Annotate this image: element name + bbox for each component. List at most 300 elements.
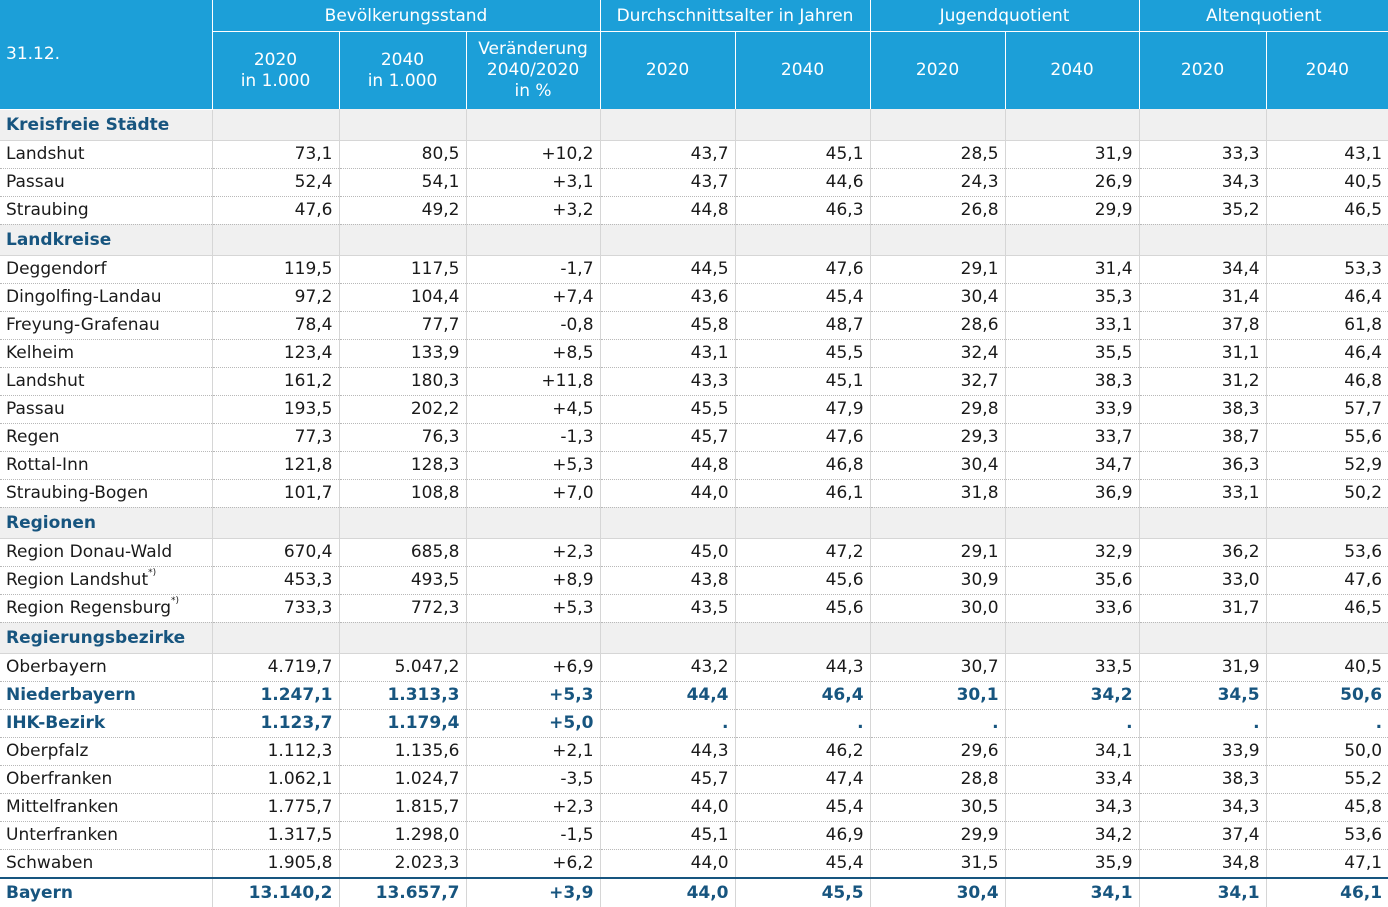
value-cell: 1.815,7 [339,793,466,821]
row-label [0,765,212,793]
row-label-text: Freyung-Grafenau [6,315,160,335]
empty-cell [735,224,870,255]
value-cell: 55,2 [1266,765,1388,793]
value-cell: 43,1 [600,339,735,367]
empty-cell [600,622,735,653]
value-cell: 47,6 [212,196,339,224]
empty-cell [1266,224,1388,255]
group-header-old-age-ratio: Altenquotient [1139,0,1388,32]
value-cell: 28,6 [870,311,1005,339]
value-cell: +10,2 [466,140,600,168]
value-cell: 4.719,7 [212,653,339,681]
section-title: Kreisfreie Städte [0,109,212,140]
value-cell: 29,3 [870,423,1005,451]
value-cell: 30,4 [870,878,1005,907]
value-cell: 31,1 [1139,339,1266,367]
value-cell: 38,7 [1139,423,1266,451]
empty-cell [600,507,735,538]
empty-cell [1005,507,1139,538]
value-cell: 1.317,5 [212,821,339,849]
section-title: Regionen [0,507,212,538]
value-cell: 45,7 [600,765,735,793]
empty-cell [212,224,339,255]
section-title: Landkreise [0,224,212,255]
value-cell: . [870,709,1005,737]
row-label [0,594,212,622]
value-cell: 34,2 [1005,821,1139,849]
value-cell: 33,4 [1005,765,1139,793]
value-cell: 24,3 [870,168,1005,196]
empty-cell [1005,224,1139,255]
value-cell: 44,0 [600,849,735,878]
value-cell: 46,4 [735,681,870,709]
value-cell: 45,8 [600,311,735,339]
value-cell: 30,7 [870,653,1005,681]
value-cell: +6,2 [466,849,600,878]
value-cell: . [1005,709,1139,737]
sub-header-change [466,32,600,110]
value-cell: 13.657,7 [339,878,466,907]
sub-header-line: in 1.000 [240,70,311,91]
value-cell: +3,9 [466,878,600,907]
value-cell: 34,1 [1139,878,1266,907]
value-cell: -0,8 [466,311,600,339]
empty-cell [212,109,339,140]
value-cell: 128,3 [339,451,466,479]
value-cell: 26,9 [1005,168,1139,196]
value-cell: 35,2 [1139,196,1266,224]
value-cell: 47,1 [1266,849,1388,878]
row-label [0,283,212,311]
value-cell: +5,3 [466,681,600,709]
value-cell: 34,1 [1005,737,1139,765]
row-label [0,878,212,907]
sub-header-age-2020: 2020 [600,32,735,110]
value-cell: 31,9 [1139,653,1266,681]
table-row [0,451,1388,479]
value-cell: 31,8 [870,479,1005,507]
empty-cell [339,109,466,140]
value-cell: 45,7 [600,423,735,451]
value-cell: +7,0 [466,479,600,507]
row-label-text: Landshut [6,144,85,164]
value-cell: 43,7 [600,140,735,168]
value-cell: 1.179,4 [339,709,466,737]
section-title: Regierungsbezirke [0,622,212,653]
table-row [0,765,1388,793]
value-cell: 77,7 [339,311,466,339]
table-row [0,653,1388,681]
value-cell: 101,7 [212,479,339,507]
value-cell: 43,3 [600,367,735,395]
row-label [0,538,212,566]
value-cell: 46,1 [1266,878,1388,907]
value-cell: 54,1 [339,168,466,196]
value-cell: 44,3 [600,737,735,765]
value-cell: 32,7 [870,367,1005,395]
value-cell: 57,7 [1266,395,1388,423]
value-cell: 119,5 [212,255,339,283]
row-label [0,423,212,451]
value-cell: +7,4 [466,283,600,311]
sub-header-line: in 1.000 [367,70,438,91]
value-cell: 43,1 [1266,140,1388,168]
empty-cell [1139,109,1266,140]
empty-cell [339,224,466,255]
value-cell: 36,9 [1005,479,1139,507]
value-cell: 44,8 [600,196,735,224]
row-label [0,737,212,765]
value-cell: 29,1 [870,255,1005,283]
value-cell: 97,2 [212,283,339,311]
table-row [0,709,1388,737]
value-cell: . [1139,709,1266,737]
value-cell: 34,5 [1139,681,1266,709]
value-cell: 202,2 [339,395,466,423]
value-cell: 53,3 [1266,255,1388,283]
value-cell: 38,3 [1139,765,1266,793]
value-cell: 43,5 [600,594,735,622]
row-label-text: Dingolfing-Landau [6,287,162,307]
table-row [0,423,1388,451]
row-label-text: IHK-Bezirk [6,713,106,733]
row-label-text: Oberfranken [6,769,113,789]
sub-header-line: Veränderung [478,39,588,59]
value-cell: 44,4 [600,681,735,709]
value-cell: 35,5 [1005,339,1139,367]
empty-cell [735,507,870,538]
row-label-text: Mittelfranken [6,797,119,817]
value-cell: 104,4 [339,283,466,311]
stub-header: 31.12. [0,0,212,109]
value-cell: 30,5 [870,793,1005,821]
value-cell: 117,5 [339,255,466,283]
table-row [0,367,1388,395]
row-label [0,311,212,339]
empty-cell [212,622,339,653]
row-label-text: Region Regensburg [6,598,172,618]
value-cell: 33,6 [1005,594,1139,622]
empty-cell [1266,109,1388,140]
value-cell: 30,4 [870,283,1005,311]
value-cell: 61,8 [1266,311,1388,339]
value-cell: 52,4 [212,168,339,196]
value-cell: 733,3 [212,594,339,622]
value-cell: 123,4 [212,339,339,367]
sub-header-line: 2040/2020 [486,60,580,80]
value-cell: +5,3 [466,594,600,622]
table-header [0,0,1388,109]
value-cell: 46,4 [1266,283,1388,311]
empty-cell [1139,224,1266,255]
value-cell: 33,1 [1005,311,1139,339]
value-cell: +3,2 [466,196,600,224]
value-cell: +2,1 [466,737,600,765]
value-cell: 2.023,3 [339,849,466,878]
value-cell: 30,4 [870,451,1005,479]
value-cell: 36,2 [1139,538,1266,566]
table-row [0,538,1388,566]
value-cell: 38,3 [1005,367,1139,395]
row-label [0,168,212,196]
value-cell: 31,5 [870,849,1005,878]
value-cell: 31,2 [1139,367,1266,395]
value-cell: 453,3 [212,566,339,594]
value-cell: 1.062,1 [212,765,339,793]
table-row [0,566,1388,594]
section-header-row [0,622,1388,653]
sub-header-line: 2020 [253,49,298,70]
value-cell: 46,9 [735,821,870,849]
section-header-row [0,109,1388,140]
value-cell: +2,3 [466,793,600,821]
empty-cell [1005,622,1139,653]
row-label-text: Oberbayern [6,657,107,677]
value-cell: 43,6 [600,283,735,311]
value-cell: 28,8 [870,765,1005,793]
value-cell: . [1266,709,1388,737]
value-cell: 108,8 [339,479,466,507]
value-cell: 1.313,3 [339,681,466,709]
table-row [0,339,1388,367]
value-cell: 45,5 [735,878,870,907]
empty-cell [870,622,1005,653]
value-cell: 32,9 [1005,538,1139,566]
value-cell: 55,6 [1266,423,1388,451]
value-cell: +5,0 [466,709,600,737]
value-cell: 121,8 [212,451,339,479]
value-cell: +11,8 [466,367,600,395]
value-cell: 33,3 [1139,140,1266,168]
row-label-text: Straubing-Bogen [6,483,149,503]
empty-cell [870,224,1005,255]
value-cell: 46,8 [735,451,870,479]
empty-cell [1266,622,1388,653]
value-cell: +2,3 [466,538,600,566]
table-row [0,196,1388,224]
row-label-text: Kelheim [6,343,74,363]
value-cell: 29,6 [870,737,1005,765]
value-cell: 5.047,2 [339,653,466,681]
row-label [0,395,212,423]
value-cell: 45,8 [1266,793,1388,821]
value-cell: 1.135,6 [339,737,466,765]
row-label-text: Regen [6,427,60,447]
value-cell: 180,3 [339,367,466,395]
value-cell: 45,5 [735,339,870,367]
value-cell: 30,9 [870,566,1005,594]
value-cell: 45,5 [600,395,735,423]
row-label-text: Bayern [6,882,74,903]
row-label [0,255,212,283]
row-label-text: Region Donau-Wald [6,542,173,562]
value-cell: +6,9 [466,653,600,681]
group-header-average-age: Durchschnittsalter in Jahren [600,0,870,32]
row-label-text: Oberpfalz [6,741,89,761]
value-cell: 35,6 [1005,566,1139,594]
value-cell: -1,3 [466,423,600,451]
table-row [0,793,1388,821]
empty-cell [466,109,600,140]
value-cell: 46,4 [1266,339,1388,367]
value-cell: 46,2 [735,737,870,765]
value-cell: +5,3 [466,451,600,479]
value-cell: 29,1 [870,538,1005,566]
table-row [0,479,1388,507]
row-label [0,793,212,821]
row-label [0,339,212,367]
section-header-row [0,507,1388,538]
row-label-text: Schwaben [6,853,94,873]
value-cell: 44,0 [600,793,735,821]
value-cell: 33,0 [1139,566,1266,594]
sub-header-age-2040: 2040 [735,32,870,110]
value-cell: 35,3 [1005,283,1139,311]
value-cell: 34,3 [1005,793,1139,821]
value-cell: 37,8 [1139,311,1266,339]
value-cell: +8,9 [466,566,600,594]
value-cell: 13.140,2 [212,878,339,907]
row-label [0,140,212,168]
value-cell: 31,7 [1139,594,1266,622]
value-cell: 193,5 [212,395,339,423]
value-cell: 40,5 [1266,653,1388,681]
value-cell: 31,4 [1005,255,1139,283]
row-label-text: Passau [6,172,65,192]
value-cell: 45,4 [735,849,870,878]
value-cell: 34,4 [1139,255,1266,283]
value-cell: 34,3 [1139,168,1266,196]
value-cell: 1.247,1 [212,681,339,709]
value-cell: 33,9 [1139,737,1266,765]
value-cell: 32,4 [870,339,1005,367]
value-cell: 44,6 [735,168,870,196]
value-cell: 28,5 [870,140,1005,168]
value-cell: 53,6 [1266,821,1388,849]
value-cell: . [600,709,735,737]
value-cell: +8,5 [466,339,600,367]
value-cell: +3,1 [466,168,600,196]
value-cell: 33,5 [1005,653,1139,681]
value-cell: 78,4 [212,311,339,339]
group-header-population: Bevölkerungsstand [212,0,600,32]
value-cell: 30,1 [870,681,1005,709]
empty-cell [1139,507,1266,538]
empty-cell [600,224,735,255]
value-cell: 34,2 [1005,681,1139,709]
value-cell: 47,4 [735,765,870,793]
row-label-text: Unterfranken [6,825,118,845]
value-cell: 45,6 [735,594,870,622]
value-cell: 40,5 [1266,168,1388,196]
footnote-marker: *) [171,596,180,606]
value-cell: 53,6 [1266,538,1388,566]
empty-cell [466,224,600,255]
value-cell: . [735,709,870,737]
value-cell: 45,0 [600,538,735,566]
row-label-text: Rottal-Inn [6,455,89,475]
value-cell: 29,8 [870,395,1005,423]
value-cell: 685,8 [339,538,466,566]
value-cell: 44,0 [600,878,735,907]
empty-cell [339,622,466,653]
row-label [0,479,212,507]
value-cell: 1.775,7 [212,793,339,821]
empty-cell [600,109,735,140]
value-cell: 45,4 [735,283,870,311]
sub-header-old-2020: 2020 [1139,32,1266,110]
value-cell: 26,8 [870,196,1005,224]
sub-header-pop-2040 [339,32,466,110]
value-cell: 161,2 [212,367,339,395]
value-cell: 80,5 [339,140,466,168]
row-label-text: Region Landshut [6,570,149,590]
value-cell: 1.112,3 [212,737,339,765]
value-cell: 44,5 [600,255,735,283]
sub-header-pop-2020 [212,32,339,110]
row-label-text: Straubing [6,200,89,220]
empty-cell [466,622,600,653]
empty-cell [870,507,1005,538]
empty-cell [339,507,466,538]
value-cell: -3,5 [466,765,600,793]
sub-header-youth-2020: 2020 [870,32,1005,110]
row-label-text: Deggendorf [6,259,107,279]
value-cell: 670,4 [212,538,339,566]
table-row [0,311,1388,339]
total-row [0,878,1388,907]
value-cell: 49,2 [339,196,466,224]
value-cell: 47,6 [735,255,870,283]
empty-cell [466,507,600,538]
value-cell: -1,5 [466,821,600,849]
value-cell: 44,3 [735,653,870,681]
footnote-marker: *) [148,568,157,578]
row-label [0,709,212,737]
table-row [0,594,1388,622]
value-cell: 50,0 [1266,737,1388,765]
value-cell: 29,9 [1005,196,1139,224]
value-cell: 31,4 [1139,283,1266,311]
value-cell: 35,9 [1005,849,1139,878]
value-cell: 45,1 [600,821,735,849]
value-cell: 33,7 [1005,423,1139,451]
value-cell: 33,1 [1139,479,1266,507]
value-cell: 1.123,7 [212,709,339,737]
empty-cell [735,109,870,140]
value-cell: 38,3 [1139,395,1266,423]
row-label-text: Niederbayern [6,685,136,705]
value-cell: 44,8 [600,451,735,479]
table-row [0,168,1388,196]
row-label [0,566,212,594]
empty-cell [1139,622,1266,653]
empty-cell [1266,507,1388,538]
value-cell: 33,9 [1005,395,1139,423]
empty-cell [212,507,339,538]
row-label [0,653,212,681]
sub-header-line: 2040 [380,49,425,70]
table-body [0,109,1388,907]
value-cell: 44,0 [600,479,735,507]
group-header-youth-ratio: Jugendquotient [870,0,1139,32]
value-cell: 43,8 [600,566,735,594]
value-cell: 1.024,7 [339,765,466,793]
value-cell: 50,2 [1266,479,1388,507]
value-cell: 43,2 [600,653,735,681]
row-label [0,451,212,479]
row-label [0,821,212,849]
